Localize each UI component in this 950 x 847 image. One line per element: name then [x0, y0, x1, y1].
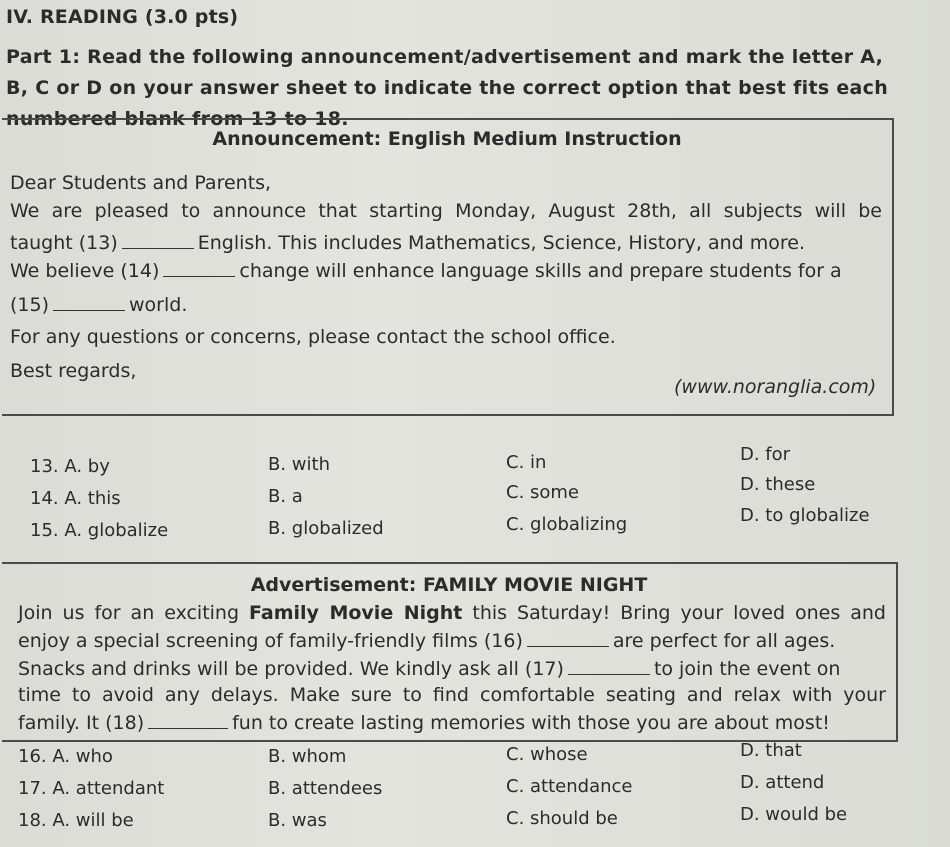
instruction-line-1: Read the following announcement/advertisement and mark the letter A,	[87, 46, 884, 68]
announcement-line-2	[10, 232, 805, 254]
ad-line-3	[18, 658, 886, 680]
q13-option-d: D. for	[740, 444, 791, 465]
q17-option-b: B. attendees	[268, 778, 383, 799]
blank-17	[568, 660, 650, 675]
ad-event-name: Family Movie Night	[249, 602, 463, 624]
announcement-line-4	[10, 294, 187, 316]
q17-option-d: D. attend	[740, 772, 825, 793]
announcement-contact: For any questions or concerns, please contact the school office.	[10, 326, 616, 348]
q15-option-d: D. to globalize	[740, 505, 870, 526]
blank-15-suffix: world.	[129, 294, 188, 316]
instruction-line-3: numbered blank from 13 to 18.	[6, 108, 349, 130]
announcement-box	[2, 118, 894, 416]
ad-line-1-pre: Join us for an exciting	[18, 602, 240, 624]
blank-13	[122, 234, 194, 249]
q14-option-a: 14. A. this	[30, 488, 121, 509]
blank-16-prefix: enjoy a special screening of family-friendly films (16)	[18, 630, 523, 652]
q13-option-a: 13. A. by	[30, 456, 110, 477]
blank-16	[527, 632, 609, 647]
blank-15-prefix: (15)	[10, 294, 50, 316]
announcement-title: Announcement: English Medium Instruction	[212, 128, 682, 150]
q13-option-c: C. in	[506, 452, 547, 473]
q14-option-b: B. a	[268, 486, 303, 507]
q18-option-b: B. was	[268, 810, 327, 831]
blank-13-prefix: taught (13)	[10, 232, 118, 254]
blank-16-suffix: are perfect for all ages.	[612, 630, 836, 652]
q16-option-b: B. whom	[268, 746, 347, 767]
q16-option-d: D. that	[740, 740, 802, 761]
blank-14	[163, 262, 235, 277]
q16-option-a: 16. A. who	[18, 746, 113, 767]
q14-option-c: C. some	[506, 482, 580, 503]
q16-option-c: C. whose	[506, 744, 588, 765]
blank-17-prefix: Snacks and drinks will be provided. We kindly ask all (17)	[18, 658, 564, 680]
instruction-line-2: B, C or D on your answer sheet to indicate the correct option that best fits each	[6, 77, 889, 99]
q15-option-c: C. globalizing	[506, 514, 628, 535]
ad-line-2	[18, 630, 886, 652]
announcement-closing: Best regards,	[10, 360, 137, 382]
blank-14-prefix: We believe (14)	[10, 260, 160, 282]
blank-18-suffix: fun to create lasting memories with those you are about most!	[232, 712, 830, 734]
announcement-line-1: We are pleased to announce that starting Monday, August 28th, all subjects will be	[10, 200, 882, 222]
q18-option-d: D. would be	[740, 804, 848, 825]
ad-line-5	[18, 712, 886, 734]
ad-line-1-post: this Saturday! Bring your loved ones and	[472, 602, 886, 624]
announcement-line-3	[10, 260, 842, 282]
section-heading: IV. READING (3.0 pts)	[6, 6, 239, 28]
blank-13-suffix: English. This includes Mathematics, Science, History, and more.	[197, 232, 806, 254]
website-credit: (www.noranglia.com)	[674, 376, 877, 398]
advertisement-box	[2, 562, 898, 742]
blank-17-suffix: to join the event on	[653, 658, 841, 680]
q14-option-d: D. these	[740, 474, 816, 495]
q15-option-b: B. globalized	[268, 518, 384, 539]
advertisement-title: Advertisement: FAMILY MOVIE NIGHT	[250, 574, 648, 596]
q13-option-b: B. with	[268, 454, 330, 475]
blank-18	[148, 714, 228, 729]
q18-option-c: C. should be	[506, 808, 618, 829]
blank-15	[53, 296, 125, 311]
announcement-greeting: Dear Students and Parents,	[10, 172, 272, 194]
blank-14-suffix: change will enhance language skills and prepare students for a	[239, 260, 842, 282]
q15-option-a: 15. A. globalize	[30, 520, 169, 541]
ad-line-1	[18, 602, 886, 624]
blank-18-prefix: family. It (18)	[18, 712, 145, 734]
q17-option-c: C. attendance	[506, 776, 633, 797]
q17-option-a: 17. A. attendant	[18, 778, 165, 799]
ad-line-4: time to avoid any delays. Make sure to find comfortable seating and relax with your	[18, 684, 886, 706]
part-label: Part 1:	[6, 46, 81, 68]
q18-option-a: 18. A. will be	[18, 810, 134, 831]
